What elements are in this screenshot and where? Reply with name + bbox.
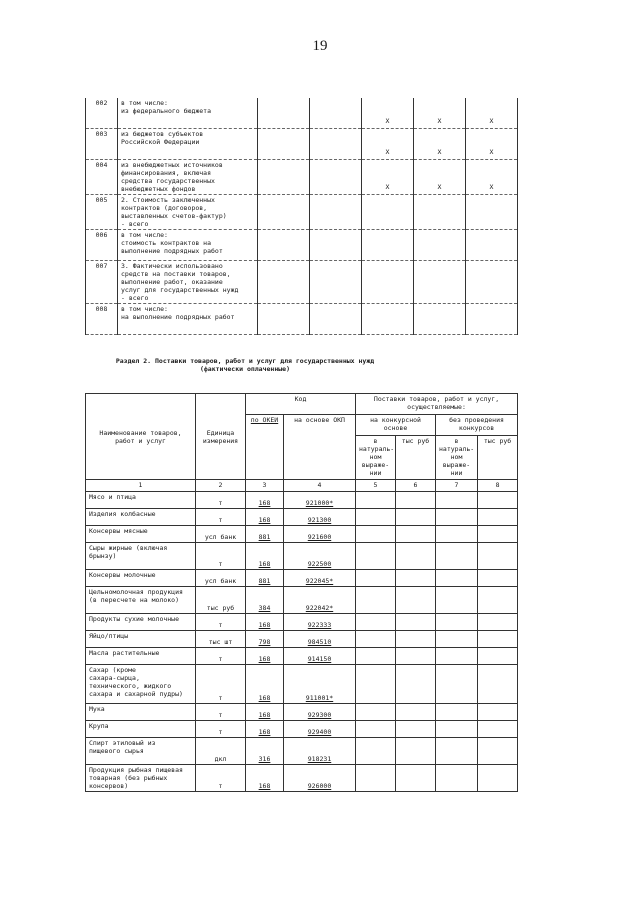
row-cell: [258, 160, 310, 195]
row-cell: X: [362, 98, 414, 129]
empty-cell: [478, 509, 518, 526]
table-row: [86, 738, 518, 765]
row-cell: [310, 230, 362, 261]
row-cell: [362, 261, 414, 304]
okei-code: 168: [246, 543, 284, 570]
row-cell: [310, 261, 362, 304]
row-cell: [466, 230, 518, 261]
empty-cell: [396, 509, 436, 526]
empty-cell: [396, 526, 436, 543]
empty-cell: [478, 526, 518, 543]
okei-code: 168: [246, 721, 284, 738]
okp-code: 921600: [284, 526, 356, 543]
row-cell: [258, 129, 310, 160]
row-code: 006: [86, 230, 118, 261]
empty-cell: [396, 765, 436, 792]
okei-code: 168: [246, 704, 284, 721]
empty-cell: [436, 738, 478, 765]
empty-cell: [436, 631, 478, 648]
empty-cell: [436, 570, 478, 587]
row-label: в том числе: на выполнение подрядных работ: [118, 304, 258, 335]
header-noncompetitive: без проведения конкурсов: [436, 415, 518, 436]
okei-code: 881: [246, 526, 284, 543]
empty-cell: [478, 587, 518, 614]
product-name: Яйцо/птицы: [86, 631, 196, 648]
empty-cell: [436, 704, 478, 721]
unit-cell: усл банк: [196, 526, 246, 543]
product-name: Мука: [86, 704, 196, 721]
unit-cell: тыс шт: [196, 631, 246, 648]
header-natural-2: в натураль- ном выраже- нии: [436, 436, 478, 480]
empty-cell: [436, 492, 478, 509]
okp-code: 926000: [284, 765, 356, 792]
unit-cell: т: [196, 665, 246, 704]
unit-cell: тыс руб: [196, 587, 246, 614]
empty-cell: [436, 665, 478, 704]
okei-code: 168: [246, 614, 284, 631]
empty-cell: [396, 492, 436, 509]
table-row: [86, 631, 518, 648]
row-cell: [258, 304, 310, 335]
row-code: 002: [86, 98, 118, 129]
row-cell: [310, 98, 362, 129]
column-number: 1: [86, 480, 196, 492]
table-row: [86, 570, 518, 587]
header-competitive: на конкурсной основе: [356, 415, 436, 436]
section-2-heading: Раздел 2. Поставки товаров, работ и услуг для государственных нужд: [115, 357, 375, 365]
empty-cell: [478, 765, 518, 792]
column-number: 6: [396, 480, 436, 492]
row-cell: X: [414, 129, 466, 160]
table-row: [86, 129, 518, 160]
table-row: [86, 509, 518, 526]
unit-cell: т: [196, 721, 246, 738]
product-name: Консервы молочные: [86, 570, 196, 587]
okei-code: 881: [246, 570, 284, 587]
empty-cell: [396, 631, 436, 648]
unit-cell: усл банк: [196, 570, 246, 587]
header-okp: на основе ОКП: [284, 415, 356, 480]
okp-code: 921300: [284, 509, 356, 526]
unit-cell: т: [196, 492, 246, 509]
row-cell: [414, 304, 466, 335]
table-row: [86, 98, 518, 129]
empty-cell: [478, 614, 518, 631]
row-cell: [362, 230, 414, 261]
empty-cell: [356, 648, 396, 665]
table-row: [86, 721, 518, 738]
okp-code: 914150: [284, 648, 356, 665]
empty-cell: [396, 648, 436, 665]
table-row: [86, 665, 518, 704]
empty-cell: [436, 587, 478, 614]
funding-table: [85, 98, 518, 335]
okei-code: 798: [246, 631, 284, 648]
empty-cell: [436, 614, 478, 631]
okei-code: 384: [246, 587, 284, 614]
unit-cell: дкл: [196, 738, 246, 765]
empty-cell: [436, 526, 478, 543]
unit-cell: т: [196, 614, 246, 631]
empty-cell: [356, 765, 396, 792]
row-cell: [310, 160, 362, 195]
row-code: 008: [86, 304, 118, 335]
column-number: 8: [478, 480, 518, 492]
empty-cell: [356, 492, 396, 509]
okei-code: 168: [246, 492, 284, 509]
okei-code: 168: [246, 509, 284, 526]
empty-cell: [478, 631, 518, 648]
unit-cell: т: [196, 765, 246, 792]
section-2-subtitle: (фактически оплаченные): [199, 365, 290, 373]
row-label: 3. Фактически использовано средств на поставки товаров, выполнение работ, оказание услуг для государственных нужд - всего: [118, 261, 258, 304]
row-cell: X: [362, 160, 414, 195]
product-name: Продукция рыбная пищевая товарная (без рыбных консервов): [86, 765, 196, 792]
row-cell: X: [414, 98, 466, 129]
unit-cell: т: [196, 704, 246, 721]
product-name: Цельномолочная продукция (в пересчете на молоко): [86, 587, 196, 614]
product-name: Консервы мясные: [86, 526, 196, 543]
okp-code: 922333: [284, 614, 356, 631]
row-cell: X: [466, 160, 518, 195]
row-cell: [414, 261, 466, 304]
header-rub-2: тыс руб: [478, 436, 518, 480]
header-unit: Единица измерения: [196, 394, 246, 480]
table-row: [86, 492, 518, 509]
row-cell: X: [466, 98, 518, 129]
column-number: 2: [196, 480, 246, 492]
section-2-title: [90, 357, 400, 373]
empty-cell: [356, 509, 396, 526]
okei-code: 168: [246, 665, 284, 704]
empty-cell: [396, 738, 436, 765]
row-cell: [310, 129, 362, 160]
table-row: [86, 195, 518, 230]
row-label: в том числе: из федерального бюджета: [118, 98, 258, 129]
empty-cell: [436, 648, 478, 665]
empty-cell: [356, 587, 396, 614]
okei-code: 168: [246, 648, 284, 665]
product-name: Масла растительные: [86, 648, 196, 665]
header-name: Наименование товаров, работ и услуг: [86, 394, 196, 480]
row-cell: [362, 195, 414, 230]
okp-code: 929300: [284, 704, 356, 721]
product-name: Мясо и птица: [86, 492, 196, 509]
table-row: [86, 648, 518, 665]
table-row: [86, 160, 518, 195]
row-cell: X: [362, 129, 414, 160]
row-code: 005: [86, 195, 118, 230]
okp-code: 918231: [284, 738, 356, 765]
empty-cell: [396, 570, 436, 587]
empty-cell: [356, 614, 396, 631]
row-code: 003: [86, 129, 118, 160]
okp-code: 921000*: [284, 492, 356, 509]
okei-code: 316: [246, 738, 284, 765]
empty-cell: [356, 631, 396, 648]
empty-cell: [356, 704, 396, 721]
column-number: 5: [356, 480, 396, 492]
table-row: [86, 704, 518, 721]
empty-cell: [436, 721, 478, 738]
row-cell: [258, 98, 310, 129]
table-row: [86, 304, 518, 335]
empty-cell: [396, 587, 436, 614]
okp-code: 922042*: [284, 587, 356, 614]
empty-cell: [478, 704, 518, 721]
column-number: 4: [284, 480, 356, 492]
empty-cell: [356, 570, 396, 587]
empty-cell: [356, 543, 396, 570]
table-row: [86, 765, 518, 792]
empty-cell: [396, 543, 436, 570]
row-cell: [258, 230, 310, 261]
header-code: Код: [246, 394, 356, 415]
supplies-table: [85, 393, 518, 792]
empty-cell: [396, 665, 436, 704]
column-number: 3: [246, 480, 284, 492]
row-cell: [466, 261, 518, 304]
empty-cell: [356, 526, 396, 543]
table-row: [86, 543, 518, 570]
row-cell: [362, 304, 414, 335]
empty-cell: [356, 738, 396, 765]
unit-cell: т: [196, 543, 246, 570]
okei-code: 168: [246, 765, 284, 792]
product-name: Сахар (кроме сахара-сырца, технического, жидкого сахара и сахарной пудры): [86, 665, 196, 704]
product-name: Сыры жирные (включая брынзу): [86, 543, 196, 570]
product-name: Изделия колбасные: [86, 509, 196, 526]
row-cell: [258, 195, 310, 230]
empty-cell: [478, 648, 518, 665]
row-cell: [258, 261, 310, 304]
unit-cell: т: [196, 648, 246, 665]
row-cell: [310, 195, 362, 230]
row-cell: [466, 195, 518, 230]
empty-cell: [396, 721, 436, 738]
row-code: 007: [86, 261, 118, 304]
column-number: 7: [436, 480, 478, 492]
header-rub: тыс руб: [396, 436, 436, 480]
row-cell: [414, 195, 466, 230]
empty-cell: [478, 570, 518, 587]
empty-cell: [478, 665, 518, 704]
header-supplies: Поставки товаров, работ и услуг, осуществляемые:: [356, 394, 518, 415]
product-name: Крупа: [86, 721, 196, 738]
empty-cell: [478, 721, 518, 738]
table-row: [86, 261, 518, 304]
okp-code: 911001*: [284, 665, 356, 704]
table-row: [86, 230, 518, 261]
okp-code: 929400: [284, 721, 356, 738]
empty-cell: [396, 614, 436, 631]
row-cell: [310, 304, 362, 335]
product-name: Спирт этиловый из пищевого сырья: [86, 738, 196, 765]
empty-cell: [478, 543, 518, 570]
row-label: из бюджетов субъектов Российской Федерации: [118, 129, 258, 160]
row-cell: [466, 304, 518, 335]
row-label: 2. Стоимость заключенных контрактов (договоров, выставленных счетов-фактур) - всего: [118, 195, 258, 230]
empty-cell: [356, 721, 396, 738]
empty-cell: [436, 509, 478, 526]
row-cell: X: [414, 160, 466, 195]
empty-cell: [478, 492, 518, 509]
page-number: 19: [312, 38, 328, 54]
row-cell: [414, 230, 466, 261]
table-row: [86, 614, 518, 631]
row-code: 004: [86, 160, 118, 195]
row-label: в том числе: стоимость контрактов на выполнение подрядных работ: [118, 230, 258, 261]
table-row: [86, 526, 518, 543]
okp-code: 922045*: [284, 570, 356, 587]
row-label: из внебюджетных источников финансирования, включая средства государственных внебюджетных фондов: [118, 160, 258, 195]
empty-cell: [478, 738, 518, 765]
okp-code: 922500: [284, 543, 356, 570]
empty-cell: [356, 665, 396, 704]
empty-cell: [436, 543, 478, 570]
empty-cell: [396, 704, 436, 721]
okp-code: 984510: [284, 631, 356, 648]
row-cell: X: [466, 129, 518, 160]
empty-cell: [436, 765, 478, 792]
header-natural: в натураль- ном выраже- нии: [356, 436, 396, 480]
product-name: Продукты сухие молочные: [86, 614, 196, 631]
header-okei: по ОКЕИ: [246, 415, 284, 480]
unit-cell: т: [196, 509, 246, 526]
table-row: [86, 587, 518, 614]
